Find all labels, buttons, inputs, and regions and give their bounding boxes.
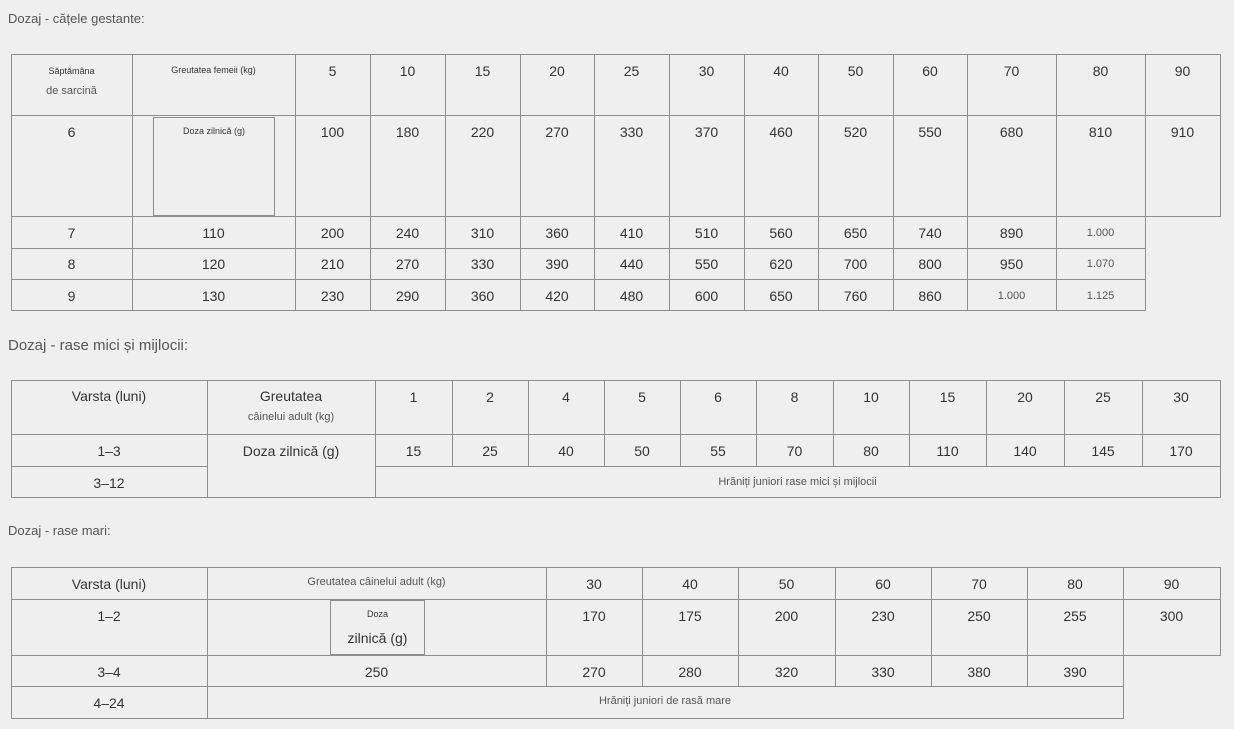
weight-column-header: 1 [409, 389, 418, 405]
dose-value: 950 [999, 256, 1024, 272]
table-grid-line [370, 54, 371, 311]
weight-column-header: 25 [623, 63, 640, 79]
dose-value: 410 [619, 225, 644, 241]
weight-column-header: 15 [939, 389, 956, 405]
dose-value: 270 [545, 124, 569, 140]
dose-value: 330 [871, 664, 895, 680]
table-grid-line [11, 599, 1221, 600]
table-grid-line [11, 718, 1124, 719]
dose-value: 300 [1159, 608, 1184, 624]
weight-column-header: 5 [328, 63, 337, 79]
age-header: Varsta (luni) [71, 388, 147, 404]
dose-value: 310 [470, 225, 495, 241]
dose-value: 290 [395, 288, 420, 304]
dose-value: 420 [545, 288, 569, 304]
dose-value: 270 [582, 664, 606, 680]
dose-value: 550 [918, 124, 942, 140]
table-grid-line [11, 248, 1146, 249]
dose-value: 250 [364, 664, 389, 680]
dose-value: 890 [999, 225, 1024, 241]
table-grid-line [295, 54, 296, 311]
dose-value: 80 [863, 443, 879, 459]
daily-dose-label-line1: Doza [366, 609, 388, 619]
dose-value: 70 [786, 443, 803, 459]
dose-value: 255 [1063, 608, 1087, 624]
table-grid-line [11, 115, 1221, 116]
dose-value: 380 [967, 664, 991, 680]
dose-value: 1.000 [1086, 227, 1115, 239]
weight-column-header: 90 [1163, 576, 1180, 592]
weight-column-header: 8 [790, 389, 799, 405]
dose-value: 650 [843, 225, 868, 241]
table-grid-line [818, 54, 819, 311]
table-grid-line [1056, 54, 1057, 311]
table-grid-line [11, 686, 1124, 687]
dose-value: 230 [871, 608, 895, 624]
table-grid-line [1220, 380, 1221, 498]
pregnant-dosage-heading: Dozaj - cățele gestante: [8, 11, 145, 26]
dose-value: 200 [320, 225, 345, 241]
dose-value: 55 [710, 443, 726, 459]
weight-column-header: 4 [562, 389, 570, 405]
dose-value: 680 [999, 124, 1024, 140]
table-grid-line [967, 54, 968, 311]
dose-value: 25 [482, 443, 498, 459]
dose-value: 230 [320, 288, 345, 304]
large-breed-dosage-heading: Dozaj - rase mari: [8, 523, 111, 538]
weight-column-header: 60 [922, 63, 938, 79]
dose-value: 620 [769, 256, 793, 272]
age-cell: 1–3 [97, 443, 121, 459]
weight-column-header: 40 [773, 63, 789, 79]
dose-value: 175 [678, 608, 702, 624]
table-grid-line [520, 54, 521, 311]
weight-header: Greutatea câinelui adult (kg) [307, 576, 446, 588]
dose-value: 330 [470, 256, 495, 272]
dose-value: 1.000 [997, 290, 1026, 302]
dose-value: 110 [936, 443, 959, 459]
dose-value: 330 [619, 124, 644, 140]
weight-header-line2: câinelui adult (kg) [247, 411, 335, 423]
dose-value: 170 [1169, 443, 1193, 459]
dose-value: 760 [843, 288, 868, 304]
weight-column-header: 2 [486, 389, 494, 405]
dose-value: 15 [405, 443, 422, 459]
week-cell: 6 [67, 124, 76, 140]
dose-value: 360 [545, 225, 569, 241]
table-grid-line [1220, 54, 1221, 217]
dose-value: 180 [395, 124, 420, 140]
table-grid-line [132, 54, 133, 311]
dose-value: 810 [1088, 124, 1113, 140]
dose-value: 390 [1063, 664, 1087, 680]
table-grid-line [11, 216, 1221, 217]
dose-value: 320 [774, 664, 799, 680]
week-header-line1: Săptămâna [48, 66, 95, 76]
dose-value: 145 [1091, 443, 1115, 459]
table-grid-line [11, 380, 1221, 381]
age-cell: 1–2 [97, 608, 121, 624]
small-medium-dosage-heading: Dozaj - rase mici și mijlocii: [8, 337, 189, 354]
dose-value: 740 [918, 225, 942, 241]
table-grid-line [893, 54, 894, 311]
dose-value: 370 [694, 124, 719, 140]
weight-column-header: 70 [1003, 63, 1020, 79]
table-grid-line [1145, 54, 1146, 311]
table-grid-line [11, 655, 1221, 656]
weight-column-header: 5 [638, 389, 646, 405]
table-grid-line [375, 466, 1221, 467]
dose-value: 210 [320, 256, 345, 272]
daily-dose-label: Doza zilnică (g) [242, 443, 340, 459]
weight-column-header: 90 [1174, 63, 1191, 79]
table-grid-line [11, 567, 1221, 568]
dose-value: 250 [967, 608, 991, 624]
dose-value: 110 [202, 225, 225, 241]
weight-header-line1: Greutatea [259, 388, 323, 404]
dose-value: 480 [619, 288, 644, 304]
dose-value: 510 [694, 225, 719, 241]
dose-value: 700 [843, 256, 868, 272]
dose-value: 280 [678, 664, 702, 680]
dose-value: 550 [694, 256, 719, 272]
dose-value: 40 [558, 443, 574, 459]
daily-dose-label: Doza zilnică (g) [182, 126, 246, 136]
table-grid-line [11, 279, 1146, 280]
dose-value: 600 [694, 288, 719, 304]
dose-value: 130 [201, 288, 226, 304]
dose-value: 100 [320, 124, 345, 140]
week-header-line2: de sarcină [46, 85, 97, 97]
table-grid-line [11, 497, 1221, 498]
age-header: Varsta (luni) [71, 576, 147, 592]
dose-value: 140 [1013, 443, 1037, 459]
table-grid-line [11, 434, 1221, 435]
dose-value: 440 [619, 256, 644, 272]
dose-value: 910 [1170, 124, 1195, 140]
weight-column-header: 50 [847, 63, 864, 79]
dose-value: 220 [470, 124, 495, 140]
dose-value: 650 [769, 288, 793, 304]
dose-value: 390 [545, 256, 569, 272]
dose-value: 520 [843, 124, 868, 140]
weight-column-header: 40 [682, 576, 698, 592]
table-grid-line [11, 466, 208, 467]
age-cell: 3–12 [93, 475, 125, 491]
dose-value: 270 [395, 256, 420, 272]
weight-column-header: 70 [971, 576, 987, 592]
merged-note: Hrăniți juniori rase mici și mijlocii [718, 476, 877, 488]
weight-column-header: 25 [1095, 389, 1111, 405]
weight-column-header: 6 [714, 389, 722, 405]
weight-column-header: 20 [549, 63, 565, 79]
table-grid-line [1220, 567, 1221, 656]
dose-value: 800 [918, 256, 942, 272]
dose-value: 120 [201, 256, 226, 272]
weight-column-header: 30 [586, 576, 602, 592]
merged-note: Hrăniți juniori de rasă mare [598, 695, 732, 707]
weight-column-header: 20 [1017, 389, 1033, 405]
table-grid-line [669, 54, 670, 311]
weight-column-header: 10 [399, 63, 416, 79]
weight-column-header: 30 [698, 63, 715, 79]
weight-column-header: 15 [474, 63, 491, 79]
weight-column-header: 50 [778, 576, 795, 592]
dose-value: 240 [395, 225, 420, 241]
weight-column-header: 80 [1092, 63, 1109, 79]
age-cell: 3–4 [97, 664, 121, 680]
dose-value: 860 [918, 288, 942, 304]
dose-value: 1.125 [1086, 290, 1115, 302]
dose-value: 560 [769, 225, 793, 241]
weight-column-header: 60 [875, 576, 891, 592]
dose-value: 460 [769, 124, 793, 140]
dose-value: 200 [774, 608, 799, 624]
age-cell: 4–24 [93, 695, 125, 711]
weight-column-header: 80 [1067, 576, 1083, 592]
table-grid-line [11, 54, 1221, 55]
weight-column-header: 30 [1173, 389, 1189, 405]
weight-column-header: 10 [863, 389, 879, 405]
weight-header: Greutatea femeii (kg) [171, 65, 256, 75]
table-grid-line [744, 54, 745, 311]
dose-value: 170 [582, 608, 606, 624]
dose-value: 360 [470, 288, 495, 304]
table-grid-line [445, 54, 446, 311]
table-grid-line [594, 54, 595, 311]
week-cell: 9 [67, 288, 76, 304]
dose-value: 1.070 [1086, 258, 1115, 270]
week-cell: 7 [67, 225, 76, 241]
table-grid-line [11, 310, 1146, 311]
dose-value: 50 [634, 443, 650, 459]
week-cell: 8 [67, 256, 76, 272]
daily-dose-label-line2: zilnică (g) [347, 630, 408, 646]
